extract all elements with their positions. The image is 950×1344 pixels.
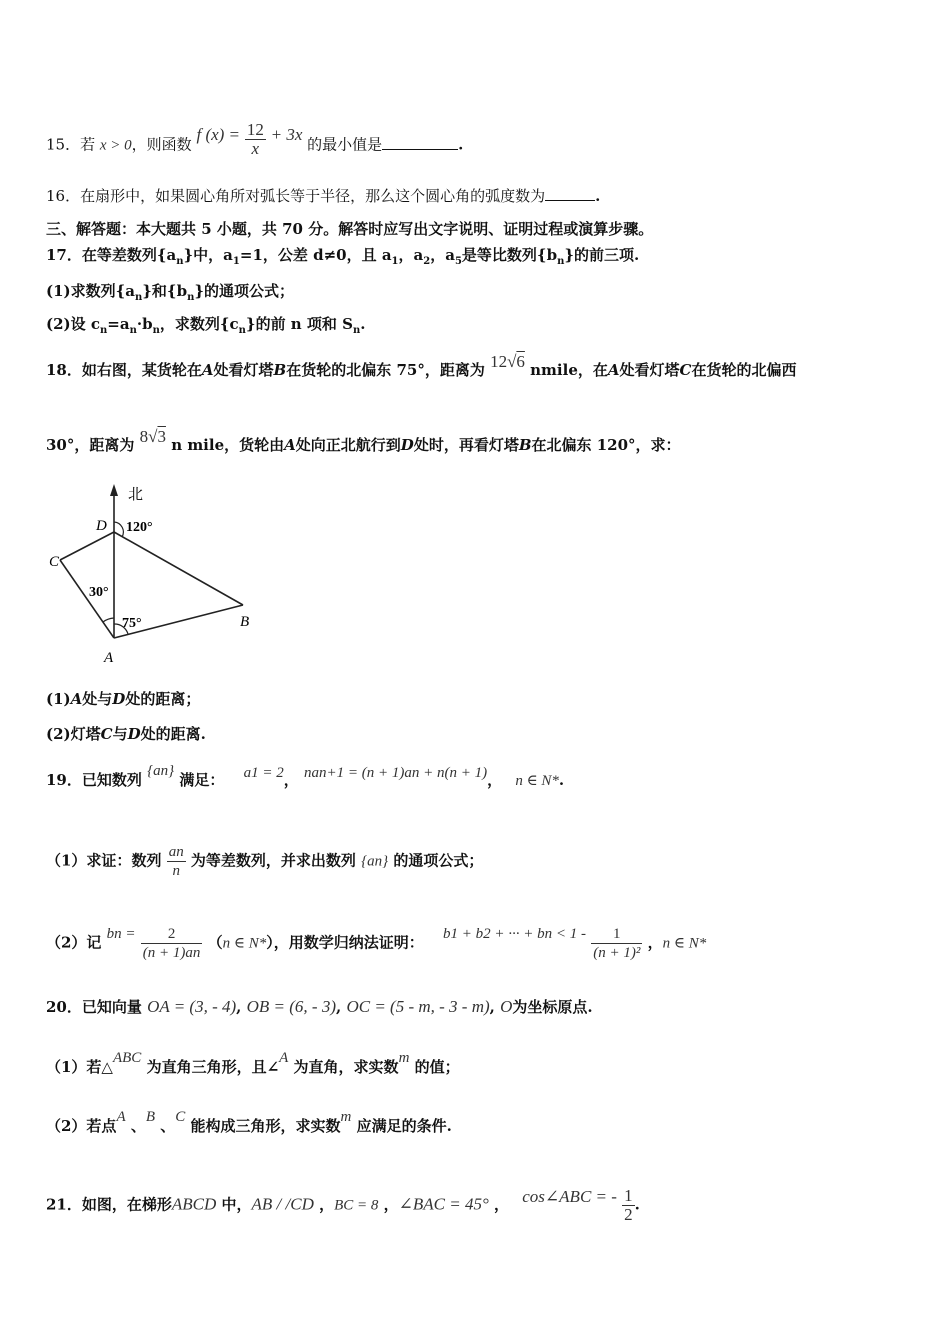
label-angle-75: 75° <box>122 616 142 631</box>
label-a: A <box>104 650 114 666</box>
q19-fraction-an-over-n: $\frac{an}{n}$ <box>168 844 184 879</box>
q18-part-2: (2)灯塔C与D处的距离. <box>46 725 206 743</box>
q20-vector-ob: OB = (6, - 3) <box>246 997 336 1016</box>
north-arrow-icon <box>110 484 118 496</box>
label-c: C <box>49 554 60 570</box>
q19-part-1: （1）求证：数列 $\frac{an}{n}$ 为等差数列，并求出数列 {an} 的通项公式； <box>46 844 484 879</box>
label-d: D <box>96 518 107 534</box>
q17-part-2: (2)设 $c_n=a_n\cdot b_n$，求数列$\{c_n\}$的前 n 项和 $S_n$. <box>46 315 366 336</box>
q18-distance-ac: 8√3 <box>139 427 166 446</box>
q18-line-2: 30°，距离为 8√3 n mile，货轮由A处向正北航行到D处时，再看灯塔B在北偏东 120°，求： <box>46 427 681 454</box>
q20-vector-oc: OC = (5 - m, - 3 - m) <box>346 997 490 1016</box>
q21-cosine: cos∠ABC = - <box>522 1186 617 1206</box>
label-north: 北 <box>128 487 144 503</box>
question-17: 17．在等差数列$\{a_n\}$中，$a_1=1$，公差 d≠0，且 $a_1$，$a_2$，$a_5$是等比数列$\{b_n\}$的前三项. <box>46 246 640 267</box>
q19-part-2: （2）记 bn = $\frac{2}{(n + 1)an}$ （n ∈ N*），用数学归纳法证明： b1 + b2 + ··· + bn < 1 - $\frac{1}{\text{(n + 1)²}}$ ，n ∈ N* <box>46 925 707 961</box>
question-18: 18．如右图，某货轮在A处看灯塔B在货轮的北偏东 75°，距离为 12√6 nmile，在A处看灯塔C在货轮的北偏西 <box>46 352 797 379</box>
angle-arc-30 <box>103 618 114 622</box>
q17-part-1: (1)求数列$\{a_n\}$和$\{b_n\}$的通项公式； <box>46 282 294 303</box>
q15-function: f (x) = <box>196 124 241 144</box>
section-3-heading: 三、解答题：本大题共 5 小题，共 70 分。解答时应写出文字说明、证明过程或演算步骤。 <box>46 220 654 238</box>
label-b: B <box>240 614 250 630</box>
label-angle-120: 120° <box>126 520 153 535</box>
q15-fraction: $\frac{12}{x}$ <box>246 120 264 158</box>
segment-db <box>114 532 243 605</box>
q19-domain: n ∈ N* <box>515 773 559 789</box>
q19-initial: a1 = 2 <box>243 765 284 781</box>
q18-part-1: (1)A处与D处的距离； <box>46 690 201 708</box>
q16-answer-blank <box>545 200 595 201</box>
q19-fraction-bn: $\frac{2}{(n + 1)an}$ <box>142 926 201 961</box>
q15-num: 15． <box>46 135 81 154</box>
q20-vector-oa: OA = (3, - 4) <box>147 997 237 1016</box>
q19-recurrence: nan+1 = (n + 1)an + n(n + 1) <box>303 765 488 781</box>
q15-answer-blank <box>382 149 458 150</box>
question-20: 20．已知向量 OA = (3, - 4), OB = (6, - 3), OC = (5 - m, - 3 - m), O为坐标原点. <box>46 997 593 1016</box>
q20-part-2: （2）若点A 、B 、C 能构成三角形，求实数m 应满足的条件. <box>46 1109 452 1135</box>
bearing-figure <box>40 478 270 668</box>
q15-condition: x > 0 <box>99 137 132 154</box>
q18-distance-ab: 12√6 <box>490 352 525 371</box>
q21-fraction: $\frac{1}{2}$ <box>624 1186 633 1224</box>
q19-sequence: {an} <box>147 763 175 779</box>
q20-part-1: （1）若△ABC 为直角三角形，且∠A 为直角，求实数m 的值； <box>46 1050 460 1076</box>
question-19: 19．已知数列 {an} 满足： a1 = 2， nan+1 = (n + 1)an + n(n + 1)， n ∈ N*. <box>46 763 565 789</box>
q19-inequality: b1 + b2 + ··· + bn < 1 - <box>443 925 586 942</box>
question-16: 16．在扇形中，如果圆心角所对弧长等于半径，那么这个圆心角的弧度数为 . <box>46 187 601 205</box>
question-15: 15．若 x > 0，则函数 f (x) = $\frac{12}{x}$ + 3x 的最小值是 . <box>46 120 464 158</box>
q19-fraction-bound: $\frac{1}{\text{(n + 1)²}}$ <box>593 926 641 961</box>
label-angle-30: 30° <box>89 585 109 600</box>
question-21: 21．如图，在梯形ABCD 中，AB / /CD ，BC = 8 ，∠BAC = 45° ， cos∠ABC = - $\frac{1}{2}$ . <box>46 1186 640 1224</box>
segment-cd <box>60 532 114 560</box>
